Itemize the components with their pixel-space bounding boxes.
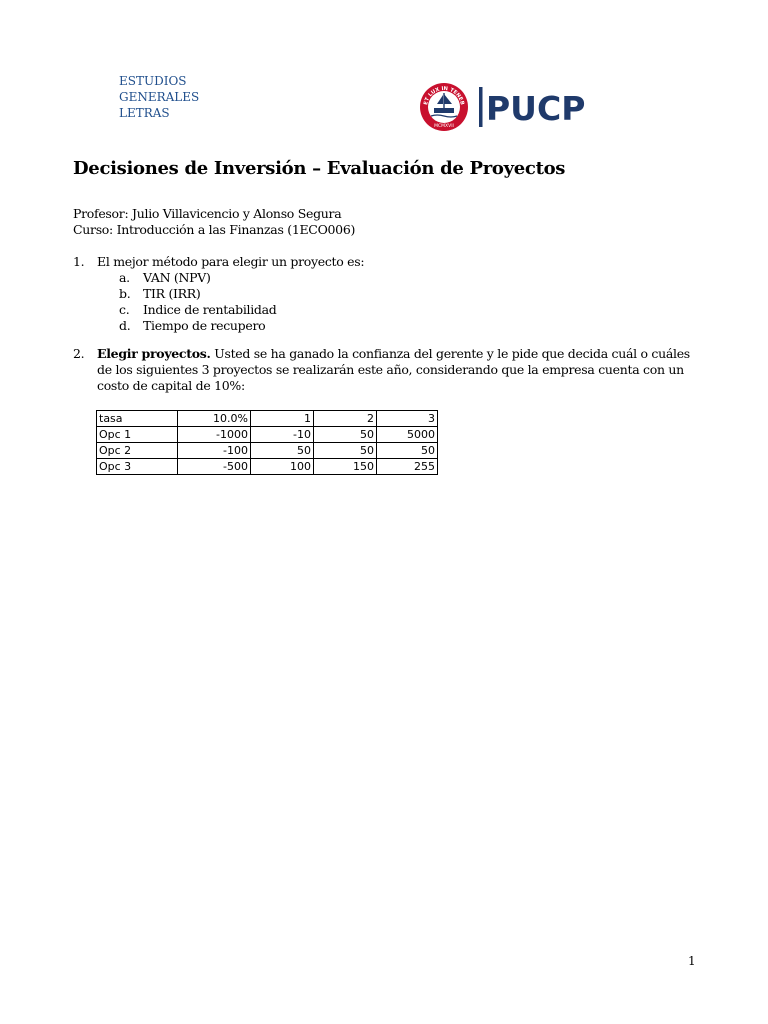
projects-table [96,410,438,475]
question-1-text: El mejor método para elegir un proyecto es: [97,254,365,269]
institution-line-1: ESTUDIOS [119,74,187,88]
table-cell: 50 [377,443,438,459]
table-row [97,459,438,475]
option-letter: c. [119,302,130,317]
table-cell: -500 [178,459,251,475]
page-number: 1 [688,954,696,968]
option-text: VAN (NPV) [143,270,211,285]
table-cell: 100 [251,459,314,475]
pucp-wordmark: PUCP [486,89,586,128]
table-cell: Opc 1 [97,427,178,443]
seal-year: MCMXVII [434,124,454,129]
table-cell: 255 [377,459,438,475]
table-row [97,443,438,459]
table-cell: 50 [314,443,377,459]
institution-line-3: LETRAS [119,106,170,120]
institution-heading [119,73,199,121]
table-cell: -1000 [178,427,251,443]
option-c [119,302,364,318]
question-1 [73,254,364,334]
question-2-body [97,346,697,394]
question-1-options [119,270,364,334]
table-cell: -10 [251,427,314,443]
question-2 [73,346,699,393]
question-2-number: 2. [73,346,85,361]
table-cell: tasa [97,411,178,427]
option-d [119,318,364,334]
table-row [97,411,438,427]
pucp-seal-icon [419,82,607,132]
institution-line-2: GENERALES [119,90,200,104]
option-letter: d. [119,318,131,333]
table-cell: 1 [251,411,314,427]
curso-line: Curso: Introducción a las Finanzas (1ECO006) [73,222,356,237]
pucp-logo [419,82,607,136]
option-text: Indice de rentabilidad [143,302,277,317]
table-cell: -100 [178,443,251,459]
table-cell: Opc 2 [97,443,178,459]
option-b [119,286,364,302]
table-cell: 10.0% [178,411,251,427]
table-cell: 5000 [377,427,438,443]
table-cell: 50 [251,443,314,459]
table-row [97,427,438,443]
question-2-lead: Elegir proyectos. [97,346,211,361]
table-cell: Opc 3 [97,459,178,475]
option-a [119,270,364,286]
table-cell: 3 [377,411,438,427]
table-cell: 2 [314,411,377,427]
option-text: Tiempo de recupero [143,318,266,333]
table-cell: 150 [314,459,377,475]
question-2-text: Usted se ha ganado la confianza del gerente y le pide que decida cuál o cuáles de los siguientes 3 proyectos se realizarán este año, considerando que la empresa cuenta con un costo de capital de 10%: [97,346,690,393]
option-text: TIR (IRR) [143,286,201,301]
course-meta [73,206,355,238]
profesor-line: Profesor: Julio Villavicencio y Alonso Segura [73,206,342,221]
table-cell: 50 [314,427,377,443]
seal-motto: ET LUX IN TENEB [423,85,465,106]
option-letter: a. [119,270,130,285]
option-letter: b. [119,286,131,301]
document-title: Decisiones de Inversión – Evaluación de Proyectos [73,158,566,179]
question-1-number: 1. [73,254,85,269]
